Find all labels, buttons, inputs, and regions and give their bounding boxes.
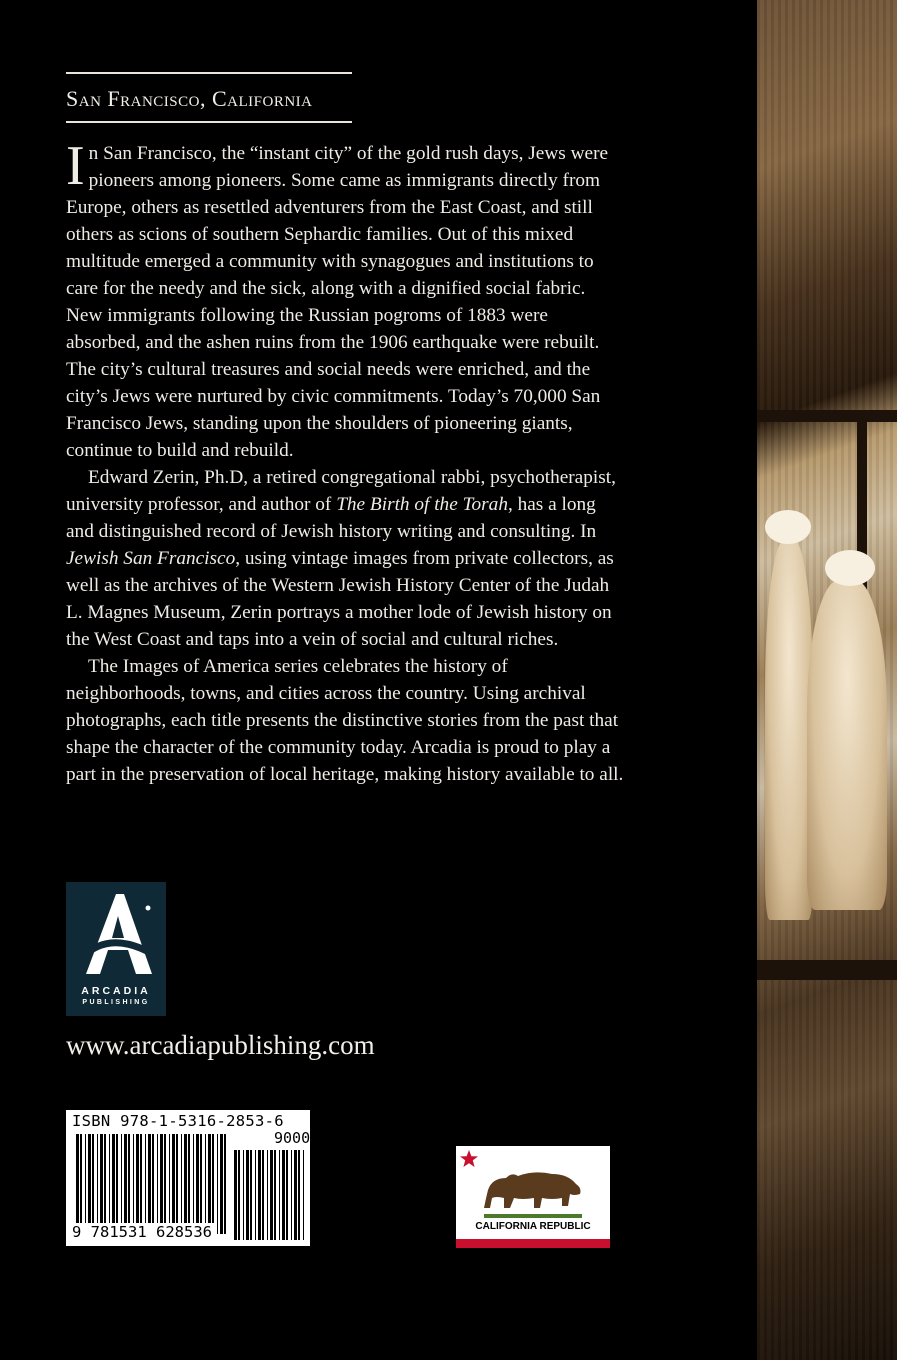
barcode-bar	[176, 1134, 178, 1234]
barcode-bar	[234, 1150, 237, 1240]
barcode-bar	[274, 1150, 276, 1240]
paragraph-2-text-e: , using vintage images from private collectors, as well as the archives of the Western Jewish History Center of the Judah L. Magnes Museum, Zerin portrays a mother lode of Jewish history on the West Coast and taps into a vein of social and cultural riches.	[66, 548, 614, 650]
cover-photo-strip	[757, 0, 897, 1360]
barcode-bar	[145, 1134, 146, 1234]
ean-bars	[76, 1134, 226, 1234]
barcode-bar	[279, 1150, 280, 1240]
barcode-bar	[298, 1150, 300, 1240]
flag-label: CALIFORNIA REPUBLIC	[475, 1221, 591, 1232]
barcode-bar	[294, 1150, 297, 1240]
barcode-bar	[148, 1134, 151, 1234]
book-title-birth-of-torah: The Birth of the Torah	[336, 494, 508, 515]
barcode-bar	[267, 1150, 268, 1240]
price-code: 90000	[274, 1129, 320, 1147]
ean-digits: 9 781531 628536	[72, 1223, 212, 1241]
isbn-barcode	[66, 1110, 320, 1246]
barcode-bar	[303, 1150, 304, 1240]
book-title-jewish-sf: Jewish San Francisco	[66, 548, 236, 569]
barcode-bar	[262, 1150, 264, 1240]
barcode-bar	[121, 1134, 122, 1234]
barcode-bar	[238, 1150, 240, 1240]
barcode-bar	[291, 1150, 292, 1240]
barcode-bar	[255, 1150, 256, 1240]
barcode-bar	[282, 1150, 285, 1240]
barcode-bar	[88, 1134, 91, 1234]
logo-word-publishing: PUBLISHING	[82, 999, 150, 1006]
barcode-bar	[286, 1150, 288, 1240]
barcode-bar	[193, 1134, 194, 1234]
location-heading: San Francisco, California	[66, 86, 313, 111]
barcode-bar	[128, 1134, 130, 1234]
barcode-bar	[112, 1134, 115, 1234]
blurb-paragraph-1	[66, 135, 626, 464]
barcode-bar	[250, 1150, 252, 1240]
barcode-bar	[243, 1150, 244, 1240]
barcode-bar	[92, 1134, 94, 1234]
flag-grass	[484, 1214, 582, 1218]
paragraph-2-text-a: Edward Zerin, Ph.D, a retired congregational rabbi, psychotherapist, university professor, and author of	[66, 467, 616, 515]
publisher-url[interactable]: www.arcadiapublishing.com	[66, 1030, 375, 1060]
star-icon	[459, 1149, 479, 1169]
barcode-bar	[246, 1150, 249, 1240]
blurb	[66, 135, 626, 788]
barcode-bar	[104, 1134, 106, 1234]
barcode-bar	[97, 1134, 98, 1234]
drop-cap: I	[66, 135, 85, 197]
arcadia-logo	[66, 882, 166, 1016]
barcode-bar	[109, 1134, 110, 1234]
barcode-bar	[136, 1134, 139, 1234]
barcode-bar	[212, 1134, 214, 1234]
barcode-bar	[133, 1134, 134, 1234]
logo-word-arcadia: ARCADIA	[81, 985, 151, 997]
blurb-paragraph-2	[66, 464, 626, 653]
barcode-bar	[188, 1134, 190, 1234]
barcode-bar	[181, 1134, 182, 1234]
heading-rule	[66, 121, 352, 123]
barcode-bar	[169, 1134, 170, 1234]
barcode-bar	[184, 1134, 187, 1234]
barcode-bar	[196, 1134, 199, 1234]
barcode-bar	[224, 1134, 226, 1234]
barcode-bar	[124, 1134, 127, 1234]
barcode-bar	[205, 1134, 206, 1234]
barcode-bar	[160, 1134, 163, 1234]
barcode-bar	[217, 1134, 218, 1234]
addon-bars	[234, 1150, 304, 1240]
paragraph-2-text-c: , has a long and distinguished record of Jewish history writing and consulting. In	[66, 494, 597, 542]
barcode-bar	[172, 1134, 175, 1234]
california-flag	[456, 1146, 610, 1248]
barcode-bar	[220, 1134, 223, 1234]
barcode-bar	[100, 1134, 103, 1234]
top-rule	[66, 72, 352, 74]
isbn-number: ISBN 978-1-5316-2853-6	[72, 1112, 284, 1130]
barcode-bar	[76, 1134, 79, 1234]
barcode-bar	[258, 1150, 261, 1240]
barcode-bar	[80, 1134, 82, 1234]
barcode-bar	[85, 1134, 86, 1234]
barcode-bar	[140, 1134, 142, 1234]
barcode-bar	[157, 1134, 158, 1234]
barcode-bar	[200, 1134, 202, 1234]
barcode-bar	[164, 1134, 166, 1234]
barcode-bar	[270, 1150, 273, 1240]
barcode-bar	[152, 1134, 154, 1234]
barcode-bar	[116, 1134, 118, 1234]
paragraph-1-text: n San Francisco, the “instant city” of the gold rush days, Jews were pioneers among pioneers. Some came as immigrants directly from Europe, others as resettled adventurers from the East Coast, and still others as scions of southern Sephardic families. Out of this mixed multitude emerged a community with synagogues and institutions to care for the needy and the sick, along with a dignified social fabric. New immigrants following the Russian pogroms of 1883 were absorbed, and the ashen ruins from the 1906 earthquake were rebuilt. The city’s cultural treasures and social needs were enriched, and the city’s Jews were nurtured by civic commitments. Today’s 70,000 San Francisco Jews, standing upon the shoulders of pioneering giants, continue to build and rebuild.	[66, 143, 609, 461]
blurb-paragraph-3: The Images of America series celebrates the history of neighborhoods, towns, and cities across the country. Using archival photographs, each title presents the distinctive stories from the past that shape the character of the community today. Arcadia is proud to play a part in the preservation of local heritage, making history available to all.	[66, 656, 624, 785]
flag-stripe	[456, 1239, 610, 1248]
barcode-bar	[208, 1134, 211, 1234]
bear-icon	[482, 1166, 586, 1214]
arcadia-a-icon	[66, 886, 166, 986]
